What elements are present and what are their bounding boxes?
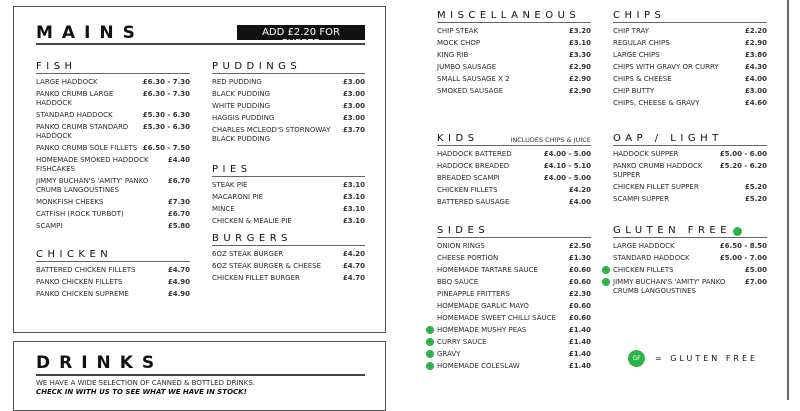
section-misc <box>437 9 591 99</box>
menu-item <box>613 183 767 192</box>
item-name: KING RIB <box>437 51 469 59</box>
menu-item <box>212 193 365 202</box>
section-burgers <box>212 232 365 286</box>
item-price: £3.70 <box>342 126 365 134</box>
gf-icon: GF <box>628 350 645 367</box>
menu-item <box>437 174 591 183</box>
menu-item <box>36 156 190 174</box>
drinks-rule <box>36 374 365 376</box>
menu-item <box>437 198 591 207</box>
item-price: £5.20 <box>744 183 767 191</box>
item-price: £3.00 <box>342 90 365 98</box>
item-price: £4.90 <box>167 278 190 286</box>
item-name: PANKO CRUMB HADDOCK SUPPER <box>613 162 703 179</box>
item-price: £0.60 <box>568 266 591 274</box>
gf-icon <box>426 338 434 346</box>
item-price: £4.20 <box>568 186 591 194</box>
kids-title: KIDS <box>437 133 479 144</box>
item-price: £5.30 - 6.30 <box>142 111 190 119</box>
item-name: BREADED SCAMPI <box>437 174 500 182</box>
item-name: LARGE HADDOCK <box>36 78 98 86</box>
item-name: MACARONI PIE <box>212 193 263 201</box>
menu-item <box>613 99 767 108</box>
item-price: £2.90 <box>568 63 591 71</box>
item-price: £6.50 - 8.50 <box>719 242 767 250</box>
section-gluten-free <box>613 224 767 299</box>
chips-heading <box>613 9 767 23</box>
item-price: £1.40 <box>568 338 591 346</box>
item-price: £5.30 - 6.30 <box>142 123 190 131</box>
menu-item <box>36 210 190 219</box>
menu-item <box>212 262 365 271</box>
menu-item <box>36 123 190 141</box>
menu-item <box>613 195 767 204</box>
item-name: HOMEMADE GARLIC MAYO <box>437 302 529 310</box>
section-chips <box>613 9 767 111</box>
menu-item <box>437 278 591 287</box>
item-name: CURRY SAUCE <box>437 338 487 346</box>
item-name: BLACK PUDDING <box>212 90 271 98</box>
misc-title: MISCELLANEOUS <box>437 10 581 21</box>
item-price: £0.60 <box>568 314 591 322</box>
item-name: REGULAR CHIPS <box>613 39 670 47</box>
item-price: £4.30 <box>744 63 767 71</box>
item-name: HADDOCK BREADED <box>437 162 510 170</box>
item-price: £4.60 <box>744 99 767 107</box>
item-name: STEAK PIE <box>212 181 248 189</box>
item-name: JIMMY BUCHAN'S 'AMITY' PANKO CRUMB LANGOUSTINES <box>613 278 726 295</box>
item-price: £4.70 <box>342 262 365 270</box>
mains-rule <box>36 43 365 45</box>
item-name: PINEAPPLE FRITTERS <box>437 290 510 298</box>
item-name: HOMEMADE TARTARE SAUCE <box>437 266 538 274</box>
menu-item <box>437 39 591 48</box>
item-price: £3.00 <box>342 114 365 122</box>
item-price: £2.90 <box>568 75 591 83</box>
glutenfree-heading <box>613 224 767 238</box>
legend-text: = GLUTEN FREE <box>655 354 759 363</box>
item-price: £2.90 <box>744 39 767 47</box>
misc-heading <box>437 9 591 23</box>
item-price: £2.90 <box>568 87 591 95</box>
menu-item <box>613 266 767 275</box>
burgers-title: BURGERS <box>212 233 292 244</box>
drinks-text <box>36 379 255 397</box>
item-name: CHIP BUTTY <box>613 87 655 95</box>
item-name: CHARLES MCLEOD'S STORNOWAY BLACK PUDDING <box>212 126 331 143</box>
item-price: £3.80 <box>744 51 767 59</box>
menu-item <box>437 27 591 36</box>
item-name: STANDARD HADDOCK <box>613 254 690 262</box>
item-price: £4.70 <box>342 274 365 282</box>
chicken-title: CHICKEN <box>36 249 113 260</box>
item-name: CHIPS, CHEESE & GRAVY <box>613 99 700 107</box>
item-name: CHICKEN FILLETS <box>437 186 498 194</box>
item-name: PANKO CHICKEN FILLETS <box>36 278 123 286</box>
item-name: MONKFISH CHEEKS <box>36 198 104 206</box>
item-price: £4.20 <box>342 250 365 258</box>
menu-item <box>437 63 591 72</box>
kids-heading <box>437 132 591 146</box>
item-price: £4.40 <box>167 156 190 164</box>
burgers-heading <box>212 232 365 246</box>
item-price: £5.20 - 6.20 <box>719 162 767 170</box>
item-name: CHEESE PORTION <box>437 254 499 262</box>
item-price: £5.00 - 7.00 <box>719 254 767 262</box>
menu-item <box>212 114 365 123</box>
gf-icon <box>426 326 434 334</box>
section-chicken <box>36 248 190 302</box>
menu-item <box>437 314 591 323</box>
item-price: £2.20 <box>744 27 767 35</box>
item-name: CHIPS WITH GRAVY OR CURRY <box>613 63 719 71</box>
menu-item <box>613 278 767 296</box>
gf-icon <box>602 278 610 286</box>
fish-heading <box>36 60 190 74</box>
item-name: HAGGIS PUDDING <box>212 114 275 122</box>
item-price: £6.70 <box>167 210 190 218</box>
item-price: £2.50 <box>568 242 591 250</box>
item-name: CHICKEN FILLET SUPPER <box>613 183 699 191</box>
menu-item <box>212 217 365 226</box>
menu-item <box>613 51 767 60</box>
item-price: £4.00 <box>568 198 591 206</box>
item-name: PANKO CRUMB STANDARD HADDOCK <box>36 123 129 140</box>
item-name: STANDARD HADDOCK <box>36 111 113 119</box>
menu-item <box>437 150 591 159</box>
section-fish <box>36 60 190 234</box>
item-price: £4.00 <box>744 75 767 83</box>
item-name: SCAMPI SUPPER <box>613 195 669 203</box>
item-name: CHIP TRAY <box>613 27 650 35</box>
item-price: £5.00 - 6.00 <box>719 150 767 158</box>
item-name: LARGE HADDOCK <box>613 242 675 250</box>
menu-item <box>437 186 591 195</box>
item-price: £6.30 - 7.30 <box>142 90 190 98</box>
puddings-heading <box>212 60 365 74</box>
item-name: SMALL SAUSAGE X 2 <box>437 75 510 83</box>
menu-item <box>437 302 591 311</box>
section-kids <box>437 132 591 210</box>
item-name: RED PUDDING <box>212 78 262 86</box>
item-price: £3.10 <box>568 39 591 47</box>
item-price: £3.20 <box>568 27 591 35</box>
gluten-free-legend <box>628 350 758 367</box>
item-name: SCAMPI <box>36 222 63 230</box>
menu-item <box>437 75 591 84</box>
gf-icon <box>426 350 434 358</box>
item-name: PANKO CRUMB LARGE HADDOCK <box>36 90 114 107</box>
oap-title: OAP / LIGHT <box>613 133 723 144</box>
drinks-title: DRINKS <box>36 353 164 373</box>
oap-heading <box>613 132 767 146</box>
menu-item <box>437 362 591 371</box>
item-price: £0.60 <box>568 278 591 286</box>
item-price: £3.10 <box>342 193 365 201</box>
item-name: HOMEMADE COLESLAW <box>437 362 520 370</box>
item-name: GRAVY <box>437 350 461 358</box>
item-price: £7.30 <box>167 198 190 206</box>
item-name: HOMEMADE SWEET CHILLI SAUCE <box>437 314 556 322</box>
drinks-line2: CHECK IN WITH US TO SEE WHAT WE HAVE IN STOCK! <box>36 388 247 396</box>
item-price: £4.00 - 5.00 <box>543 150 591 158</box>
item-price: £4.00 - 5.00 <box>543 174 591 182</box>
gf-icon <box>733 227 742 236</box>
menu-item <box>437 242 591 251</box>
item-name: HADDOCK BATTERED <box>437 150 512 158</box>
item-name: CATFISH (ROCK TURBOT) <box>36 210 124 218</box>
item-name: WHITE PUDDING <box>212 102 271 110</box>
item-price: £3.00 <box>744 87 767 95</box>
chicken-heading <box>36 248 190 262</box>
item-name: BATTERED SAUSAGE <box>437 198 510 206</box>
menu-item <box>36 90 190 108</box>
menu-item <box>613 254 767 263</box>
menu-item <box>437 51 591 60</box>
menu-item <box>437 162 591 171</box>
item-name: CHICKEN & MEALIE PIE <box>212 217 292 225</box>
menu-item <box>212 274 365 283</box>
sides-heading <box>437 224 591 238</box>
item-price: £2.30 <box>568 290 591 298</box>
menu-item <box>212 181 365 190</box>
menu-item <box>36 278 190 287</box>
item-name: HOMEMADE SMOKED HADDOCK FISHCAKES <box>36 156 149 173</box>
pies-heading <box>212 163 365 177</box>
item-price: £4.90 <box>167 290 190 298</box>
item-name: ONION RINGS <box>437 242 485 250</box>
section-puddings <box>212 60 365 147</box>
item-price: £5.20 <box>744 195 767 203</box>
menu-item <box>613 27 767 36</box>
section-oap <box>613 132 767 207</box>
item-name: CHIP STEAK <box>437 27 479 35</box>
item-price: £1.30 <box>568 254 591 262</box>
item-price: £3.00 <box>342 102 365 110</box>
menu-item <box>36 144 190 153</box>
menu-item <box>212 205 365 214</box>
right-panel-border <box>787 0 789 400</box>
item-name: CHIPS & CHEESE <box>613 75 672 83</box>
menu-item <box>613 75 767 84</box>
supper-badge: ADD £2.20 FOR <box>237 25 365 40</box>
menu-item <box>36 266 190 275</box>
item-name: BBQ SAUCE <box>437 278 479 286</box>
item-price: £3.10 <box>342 205 365 213</box>
menu-item <box>613 150 767 159</box>
item-price: £3.30 <box>568 51 591 59</box>
drinks-panel <box>13 341 386 411</box>
menu-item <box>437 87 591 96</box>
menu-item <box>36 290 190 299</box>
item-price: £5.00 <box>744 266 767 274</box>
item-name: BATTERED CHICKEN FILLETS <box>36 266 136 274</box>
glutenfree-title: GLUTEN FREE <box>613 225 732 236</box>
menu-item <box>212 78 365 87</box>
menu-item <box>613 63 767 72</box>
menu-item <box>613 162 767 180</box>
item-name: 6OZ STEAK BURGER <box>212 250 284 258</box>
item-price: £7.00 <box>744 278 767 286</box>
item-price: £1.40 <box>568 362 591 370</box>
fish-title: FISH <box>36 61 77 72</box>
menu-item <box>437 290 591 299</box>
menu-item <box>212 90 365 99</box>
menu-item <box>437 254 591 263</box>
menu-item <box>36 78 190 87</box>
item-price: £4.10 - 5.10 <box>543 162 591 170</box>
item-name: CHICKEN FILLETS <box>613 266 674 274</box>
item-name: LARGE CHIPS <box>613 51 660 59</box>
menu-item <box>437 338 591 347</box>
menu-item <box>212 102 365 111</box>
menu-item <box>437 266 591 275</box>
menu-item <box>212 250 365 259</box>
menu-item <box>212 126 365 144</box>
chips-title: CHIPS <box>613 10 666 21</box>
item-price: £1.40 <box>568 326 591 334</box>
item-price: £6.70 <box>167 177 190 185</box>
menu-item <box>437 350 591 359</box>
item-name: MOCK CHOP <box>437 39 481 47</box>
section-pies <box>212 163 365 229</box>
item-price: £3.10 <box>342 181 365 189</box>
item-price: £3.10 <box>342 217 365 225</box>
item-price: £5.80 <box>167 222 190 230</box>
item-name: PANKO CRUMB SOLE FILLETS <box>36 144 138 152</box>
kids-note: INCLUDES CHIPS & JUICE <box>510 136 591 144</box>
item-name: MINCE <box>212 205 235 213</box>
menu-item <box>36 198 190 207</box>
mains-title: MAINS <box>36 23 144 43</box>
menu-item <box>36 177 190 195</box>
item-price: £1.40 <box>568 350 591 358</box>
gf-icon <box>602 266 610 274</box>
item-price: £0.60 <box>568 302 591 310</box>
gf-icon <box>426 362 434 370</box>
menu-item <box>613 87 767 96</box>
sides-title: SIDES <box>437 225 490 236</box>
item-name: HADDOCK SUPPER <box>613 150 679 158</box>
puddings-title: PUDDINGS <box>212 61 302 72</box>
menu-item <box>36 111 190 120</box>
pies-title: PIES <box>212 164 252 175</box>
section-sides <box>437 224 591 374</box>
item-price: £3.00 <box>342 78 365 86</box>
menu-item <box>437 326 591 335</box>
item-name: JUMBO SAUSAGE <box>437 63 497 71</box>
item-price: £6.30 - 7.30 <box>142 78 190 86</box>
item-name: 6OZ STEAK BURGER & CHEESE <box>212 262 322 270</box>
menu-item <box>613 242 767 251</box>
item-name: CHICKEN FILLET BURGER <box>212 274 300 282</box>
item-name: HOMEMADE MUSHY PEAS <box>437 326 527 334</box>
item-name: SMOKED SAUSAGE <box>437 87 504 95</box>
menu-item <box>36 222 190 231</box>
item-name: JIMMY BUCHAN'S 'AMITY' PANKO CRUMB LANGOUSTINES <box>36 177 149 194</box>
drinks-line1: WE HAVE A WIDE SELECTION OF CANNED & BOTTLED DRINKS. <box>36 379 256 387</box>
item-price: £6.50 - 7.50 <box>142 144 190 152</box>
item-name: PANKO CHICKEN SUPREME <box>36 290 129 298</box>
item-price: £4.70 <box>167 266 190 274</box>
menu-item <box>613 39 767 48</box>
